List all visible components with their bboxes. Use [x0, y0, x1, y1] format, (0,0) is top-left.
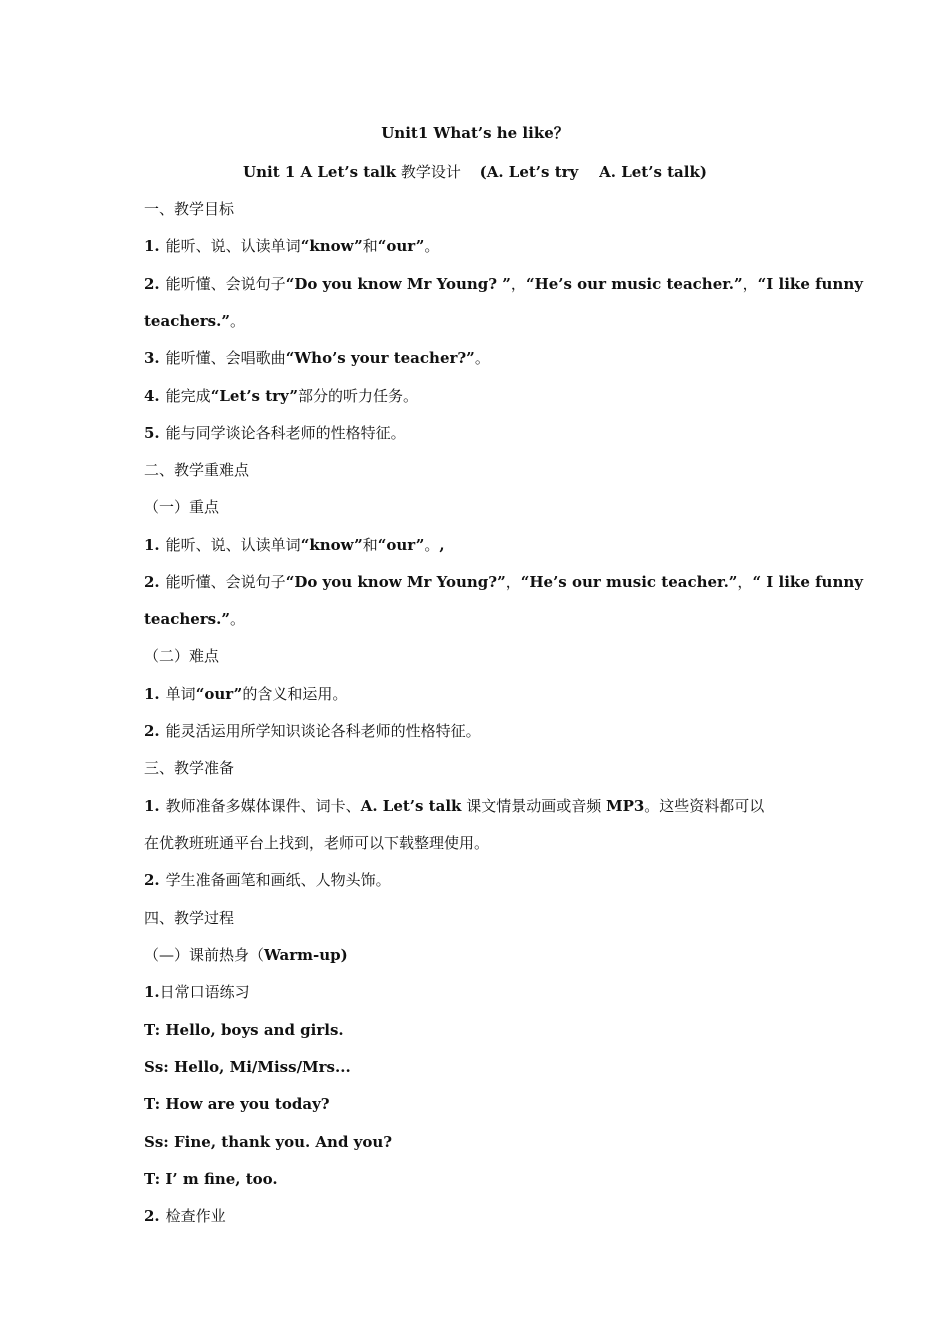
key-point-item-1: 1. 能听、说、认读单词“know”和“our”。, [144, 536, 445, 554]
key-point-item-2-continued: teachers.”。 [144, 610, 245, 628]
objective-item-2: 2. 能听懂、会说句子“Do you know Mr Young? ”，“He’s our music teacher.”，“I like funny [144, 275, 863, 293]
key-point-item-2: 2. 能听懂、会说句子“Do you know Mr Young?”，“He’s our music teacher.”，“ I like funny [144, 573, 863, 591]
process-item-1: 1.日常口语练习 [144, 983, 250, 1001]
objective-item-1: 1. 能听、说、认读单词“know”和“our”。 [144, 237, 440, 255]
section-heading-process: 四、教学过程 [144, 909, 235, 927]
document-title: Unit1 What’s he like？ [381, 124, 569, 142]
subheading-difficulties: （二）难点 [144, 647, 220, 665]
document-subtitle [0, 162, 950, 182]
subtitle-unit: Unit 1 A Let’s talk [243, 163, 397, 181]
preparation-item-1: 1. 教师准备多媒体课件、词卡、A. Let’s talk 课文情景动画或音频 MP3。这些资料都可以 [144, 797, 765, 815]
preparation-item-2: 2. 学生准备画笔和画纸、人物头饰。 [144, 871, 391, 889]
subheading-key-points: （一）重点 [144, 498, 220, 516]
section-heading-preparation: 三、教学准备 [144, 759, 235, 777]
dialog-line: Ss: Hello, Mi/Miss/Mrs... [144, 1058, 351, 1076]
objective-item-2-continued: teachers.”。 [144, 312, 245, 330]
subheading-warm-up: （—）课前热身（Warm-up) [144, 946, 348, 964]
subtitle-parts: (A. Let’s try A. Let’s talk) [479, 163, 707, 181]
objective-item-4: 4. 能完成“Let’s try”部分的听力任务。 [144, 387, 418, 405]
subtitle-design: 教学设计 [400, 163, 461, 181]
difficulty-item-2: 2. 能灵活运用所学知识谈论各科老师的性格特征。 [144, 722, 481, 740]
objective-item-3: 3. 能听懂、会唱歌曲“Who’s your teacher?”。 [144, 349, 490, 367]
dialog-line: Ss: Fine, thank you. And you? [144, 1133, 393, 1151]
dialog-line: T: I’ m fine, too. [144, 1170, 278, 1188]
dialog-line: T: Hello, boys and girls. [144, 1021, 344, 1039]
preparation-item-1-continued: 在优教班班通平台上找到，老师可以下载整理使用。 [144, 834, 490, 852]
objective-item-5: 5. 能与同学谈论各科老师的性格特征。 [144, 424, 406, 442]
section-heading-objectives: 一、教学目标 [144, 200, 235, 218]
difficulty-item-1: 1. 单词“our”的含义和运用。 [144, 685, 348, 703]
process-item-2: 2. 检查作业 [144, 1207, 226, 1225]
dialog-line: T: How are you today? [144, 1095, 330, 1113]
section-heading-key-points: 二、教学重难点 [144, 461, 250, 479]
